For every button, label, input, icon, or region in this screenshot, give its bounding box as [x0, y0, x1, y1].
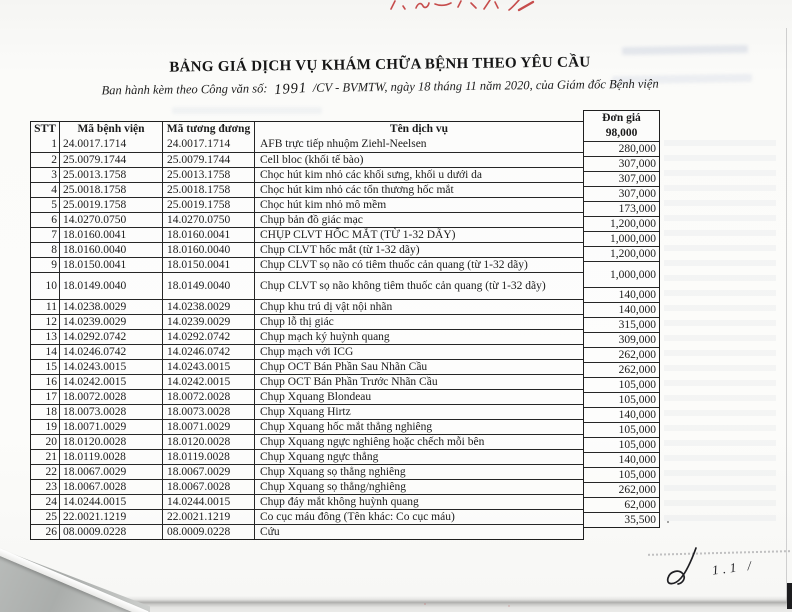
header-ten-dich-vu: Tên dịch vụ	[254, 122, 583, 137]
cell-ten-dich-vu: Chụp Xquang hốc mắt thẳng nghiêng	[254, 420, 583, 434]
table-row	[31, 182, 583, 197]
cell-stt: 4	[51, 184, 57, 196]
cell-ten-dich-vu: Chụp Xquang ngực thẳng	[254, 450, 583, 464]
cell-ten-dich-vu: Chụp đáy mắt không huỳnh quang	[254, 495, 583, 509]
price-cell: 262,000	[584, 362, 659, 377]
cell-ma-benh-vien: 14.0239.0029	[59, 315, 162, 329]
cell-ten-dich-vu: Chụp CLVT sọ não có tiêm thuốc cản quang (từ 1-32 dãy)	[254, 258, 583, 272]
cell-stt: 23	[45, 481, 57, 493]
cell-ten-dich-vu: Chụp Xquang Hirtz	[254, 405, 583, 419]
price-cell: 105,000	[584, 377, 659, 392]
price-cell: 105,000	[584, 467, 659, 482]
cell-ma-tuong-duong: 24.0017.1714	[162, 137, 254, 152]
page-edge-line	[786, 28, 787, 606]
price-cell: 140,000	[584, 452, 659, 467]
red-pen-mark	[383, 0, 538, 16]
table-row	[31, 404, 583, 419]
cell-ma-tuong-duong: 14.0270.0750	[162, 213, 254, 227]
cell-ma-tuong-duong: 22.0021.1219	[162, 510, 254, 524]
cell-ten-dich-vu: Cell bloc (khối tế bào)	[254, 153, 583, 167]
bleedthrough-rows	[664, 140, 776, 530]
table-row	[31, 197, 583, 212]
price-cell: 173,000	[584, 201, 659, 216]
table-row	[31, 494, 583, 509]
cell-stt: 3	[51, 169, 57, 181]
table-row	[31, 137, 583, 152]
cell-stt: 2	[51, 154, 57, 166]
table-row	[31, 212, 583, 227]
handwritten-document-number: 1991	[273, 80, 308, 99]
cell-ma-tuong-duong: 18.0160.0040	[162, 243, 254, 257]
bleedthrough-smudge	[172, 107, 322, 114]
table-row	[31, 419, 583, 434]
cell-ma-benh-vien: 18.0149.0040	[59, 273, 162, 299]
page-title: BẢNG GIÁ DỊCH VỤ KHÁM CHỮA BỆNH THEO YÊU CẦU	[169, 54, 591, 76]
table-row	[31, 509, 583, 524]
cell-ma-tuong-duong: 18.0071.0029	[162, 420, 254, 434]
cell-ten-dich-vu: Chụp OCT Bán Phần Trước Nhãn Cầu	[254, 375, 583, 389]
price-list-table	[30, 121, 584, 540]
cell-ma-tuong-duong: 25.0013.1758	[162, 168, 254, 182]
price-cell: 35,500	[584, 512, 659, 527]
cell-ten-dich-vu: Co cục máu đông (Tên khác: Co cục máu)	[254, 510, 583, 524]
cell-ma-benh-vien: 14.0244.0015	[59, 495, 162, 509]
cell-ten-dich-vu: Chụp Xquang Blondeau	[254, 390, 583, 404]
price-cell: 105,000	[584, 437, 659, 452]
cell-stt: 22	[45, 466, 57, 478]
folded-corner-shadow	[0, 542, 150, 612]
table-row	[31, 359, 583, 374]
cell-ma-tuong-duong: 18.0072.0028	[162, 390, 254, 404]
cell-ma-benh-vien: 18.0160.0041	[59, 228, 162, 242]
scan-speck	[508, 605, 510, 607]
cell-ma-tuong-duong: 25.0019.1758	[162, 198, 254, 212]
handwritten-note: 1.1 /	[711, 557, 756, 578]
cell-ma-tuong-duong: 14.0239.0029	[162, 315, 254, 329]
price-cell: 315,000	[584, 317, 659, 332]
cell-stt: 1	[51, 138, 57, 150]
price-cell: 140,000	[584, 287, 659, 302]
price-cell: 140,000	[584, 302, 659, 317]
cell-ma-benh-vien: 08.0009.0228	[59, 525, 162, 539]
cell-ma-benh-vien: 25.0013.1758	[59, 168, 162, 182]
cell-stt: 10	[45, 280, 57, 292]
cell-ma-benh-vien: 24.0017.1714	[59, 137, 162, 152]
cell-stt: 26	[45, 526, 57, 538]
cell-stt: 19	[45, 421, 57, 433]
cell-ten-dich-vu: Chụp lỗ thị giác	[254, 315, 583, 329]
cell-ma-benh-vien: 18.0067.0029	[59, 465, 162, 479]
header-stt: STT	[34, 123, 56, 135]
cell-ten-dich-vu: AFB trực tiếp nhuộm Ziehl-Neelsen	[254, 137, 583, 152]
table-row	[31, 329, 583, 344]
cell-ten-dich-vu: Chọc hút kim nhỏ các khối sưng, khối u dưới da	[254, 168, 583, 182]
issuance-line	[0, 74, 760, 100]
document-header	[0, 52, 760, 100]
price-column	[583, 110, 660, 528]
table-row	[31, 389, 583, 404]
cell-stt: 11	[45, 301, 57, 313]
cell-stt: 7	[51, 229, 57, 241]
scan-speck	[424, 603, 426, 605]
table-row	[31, 299, 583, 314]
table-row	[31, 227, 583, 242]
handwritten-flourish	[650, 545, 720, 593]
cell-ma-benh-vien: 22.0021.1219	[59, 510, 162, 524]
cell-stt: 18	[45, 406, 57, 418]
table-row	[31, 167, 583, 182]
table-row	[31, 314, 583, 329]
table-row	[31, 152, 583, 167]
header-ma-benh-vien: Mã bệnh viện	[59, 122, 162, 137]
price-cell: 307,000	[584, 156, 659, 171]
table-header-row	[31, 122, 583, 137]
scan-speck	[667, 521, 669, 523]
cell-stt: 25	[45, 511, 57, 523]
cell-ma-benh-vien: 18.0067.0028	[59, 480, 162, 494]
cell-ma-tuong-duong: 18.0073.0028	[162, 405, 254, 419]
table-row	[31, 449, 583, 464]
price-cell: 307,000	[584, 186, 659, 201]
price-cell: 280,000	[584, 141, 659, 156]
cell-ma-tuong-duong: 08.0009.0228	[162, 525, 254, 539]
issuance-prefix: Ban hành kèm theo Công văn số:	[101, 81, 268, 98]
cell-stt: 14	[45, 346, 57, 358]
cell-stt: 6	[51, 214, 57, 226]
cell-ten-dich-vu: Chụp CLVT hốc mắt (từ 1-32 dãy)	[254, 243, 583, 257]
cell-ten-dich-vu: CHỤP CLVT HỐC MẮT (TỪ 1-32 DÃY)	[254, 228, 583, 242]
cell-stt: 8	[51, 244, 57, 256]
table-row	[31, 374, 583, 389]
cell-ma-benh-vien: 14.0238.0029	[59, 300, 162, 314]
cell-ma-tuong-duong: 18.0067.0029	[162, 465, 254, 479]
cell-stt: 13	[45, 331, 57, 343]
scan-edge-mark	[787, 583, 792, 609]
cell-stt: 21	[45, 451, 57, 463]
cell-ma-benh-vien: 25.0019.1758	[59, 198, 162, 212]
cell-stt: 5	[51, 199, 57, 211]
cell-ma-benh-vien: 18.0073.0028	[59, 405, 162, 419]
cell-ma-benh-vien: 18.0119.0028	[59, 450, 162, 464]
price-cell: 262,000	[584, 482, 659, 497]
price-cell: 1,200,000	[584, 216, 659, 231]
table-row	[31, 257, 583, 272]
price-cell: 262,000	[584, 347, 659, 362]
cell-ten-dich-vu: Chụp Xquang ngực nghiêng hoặc chếch mỗi bên	[254, 435, 583, 449]
cell-ma-benh-vien: 18.0120.0028	[59, 435, 162, 449]
cell-ten-dich-vu: Chụp Xquang sọ thẳng nghiêng	[254, 465, 583, 479]
cell-ten-dich-vu: Chụp mạch ký huỳnh quang	[254, 330, 583, 344]
table-row	[31, 464, 583, 479]
table-row	[31, 434, 583, 449]
header-ma-tuong-duong: Mã tương đương	[162, 122, 254, 137]
cell-ma-tuong-duong: 25.0079.1744	[162, 153, 254, 167]
cell-ma-benh-vien: 14.0292.0742	[59, 330, 162, 344]
cell-ma-benh-vien: 18.0071.0029	[59, 420, 162, 434]
table-row	[31, 344, 583, 359]
cell-ma-benh-vien: 25.0079.1744	[59, 153, 162, 167]
price-cell: 105,000	[584, 422, 659, 437]
cell-ma-tuong-duong: 18.0119.0028	[162, 450, 254, 464]
cell-ten-dich-vu: Chọc hút kim nhỏ mô mềm	[254, 198, 583, 212]
table-row	[31, 479, 583, 494]
table-body	[31, 137, 583, 539]
cell-ma-benh-vien: 14.0242.0015	[59, 375, 162, 389]
cell-ten-dich-vu: Chụp khu trú dị vật nội nhãn	[254, 300, 583, 314]
cell-ma-benh-vien: 18.0072.0028	[59, 390, 162, 404]
issuance-suffix: /CV - BVMTW, ngày 18 tháng 11 năm 2020, của Giám đốc Bệnh viện	[312, 76, 659, 95]
cell-ma-benh-vien: 14.0246.0742	[59, 345, 162, 359]
price-cell: 307,000	[584, 171, 659, 186]
cell-stt: 12	[45, 316, 57, 328]
cell-ma-tuong-duong: 18.0160.0041	[162, 228, 254, 242]
price-cell: 140,000	[584, 407, 659, 422]
price-cell: 62,000	[584, 497, 659, 512]
cell-ten-dich-vu: Chọc hút kim nhỏ các tổn thương hốc mắt	[254, 183, 583, 197]
cell-ten-dich-vu: Cứu	[254, 525, 583, 539]
cell-ma-tuong-duong: 18.0150.0041	[162, 258, 254, 272]
table-row	[31, 524, 583, 539]
cell-ma-benh-vien: 18.0160.0040	[59, 243, 162, 257]
cell-ma-tuong-duong: 18.0120.0028	[162, 435, 254, 449]
cell-ma-tuong-duong: 14.0292.0742	[162, 330, 254, 344]
header-don-gia: Đơn giá	[602, 112, 641, 124]
price-cell: 1,000,000	[584, 231, 659, 246]
cell-ma-tuong-duong: 14.0238.0029	[162, 300, 254, 314]
cell-ma-benh-vien: 25.0018.1758	[59, 183, 162, 197]
cell-ma-tuong-duong: 14.0244.0015	[162, 495, 254, 509]
cell-ten-dich-vu: Chụp mạch với ICG	[254, 345, 583, 359]
cell-ma-tuong-duong: 14.0242.0015	[162, 375, 254, 389]
cell-ma-benh-vien: 14.0270.0750	[59, 213, 162, 227]
price-cell: 98,000	[605, 127, 638, 139]
cell-ma-benh-vien: 18.0150.0041	[59, 258, 162, 272]
cell-stt: 16	[45, 376, 57, 388]
table-row	[31, 272, 583, 299]
cell-stt: 9	[51, 259, 57, 271]
price-cell: 1,000,000	[584, 261, 659, 287]
cell-ten-dich-vu: Chụp Xquang sọ thẳng/nghiêng	[254, 480, 583, 494]
cell-stt: 17	[45, 391, 57, 403]
cell-ma-tuong-duong: 14.0246.0742	[162, 345, 254, 359]
cell-ma-tuong-duong: 18.0067.0028	[162, 480, 254, 494]
cell-stt: 15	[45, 361, 57, 373]
cell-ma-tuong-duong: 14.0243.0015	[162, 360, 254, 374]
cell-ma-benh-vien: 14.0243.0015	[59, 360, 162, 374]
cell-stt: 24	[45, 496, 57, 508]
cell-ma-tuong-duong: 25.0018.1758	[162, 183, 254, 197]
cell-ten-dich-vu: Chụp OCT Bán Phần Sau Nhãn Cầu	[254, 360, 583, 374]
price-cell: 1,200,000	[584, 246, 659, 261]
table-row	[31, 242, 583, 257]
price-column-body	[584, 126, 659, 527]
cell-ma-tuong-duong: 18.0149.0040	[162, 273, 254, 299]
price-cell: 105,000	[584, 392, 659, 407]
cell-stt: 20	[45, 436, 57, 448]
cell-ten-dich-vu: Chụp CLVT sọ não không tiêm thuốc cản quang (từ 1-32 dãy)	[254, 273, 583, 299]
price-cell: 309,000	[584, 332, 659, 347]
cell-ten-dich-vu: Chụp bản đồ giác mạc	[254, 213, 583, 227]
